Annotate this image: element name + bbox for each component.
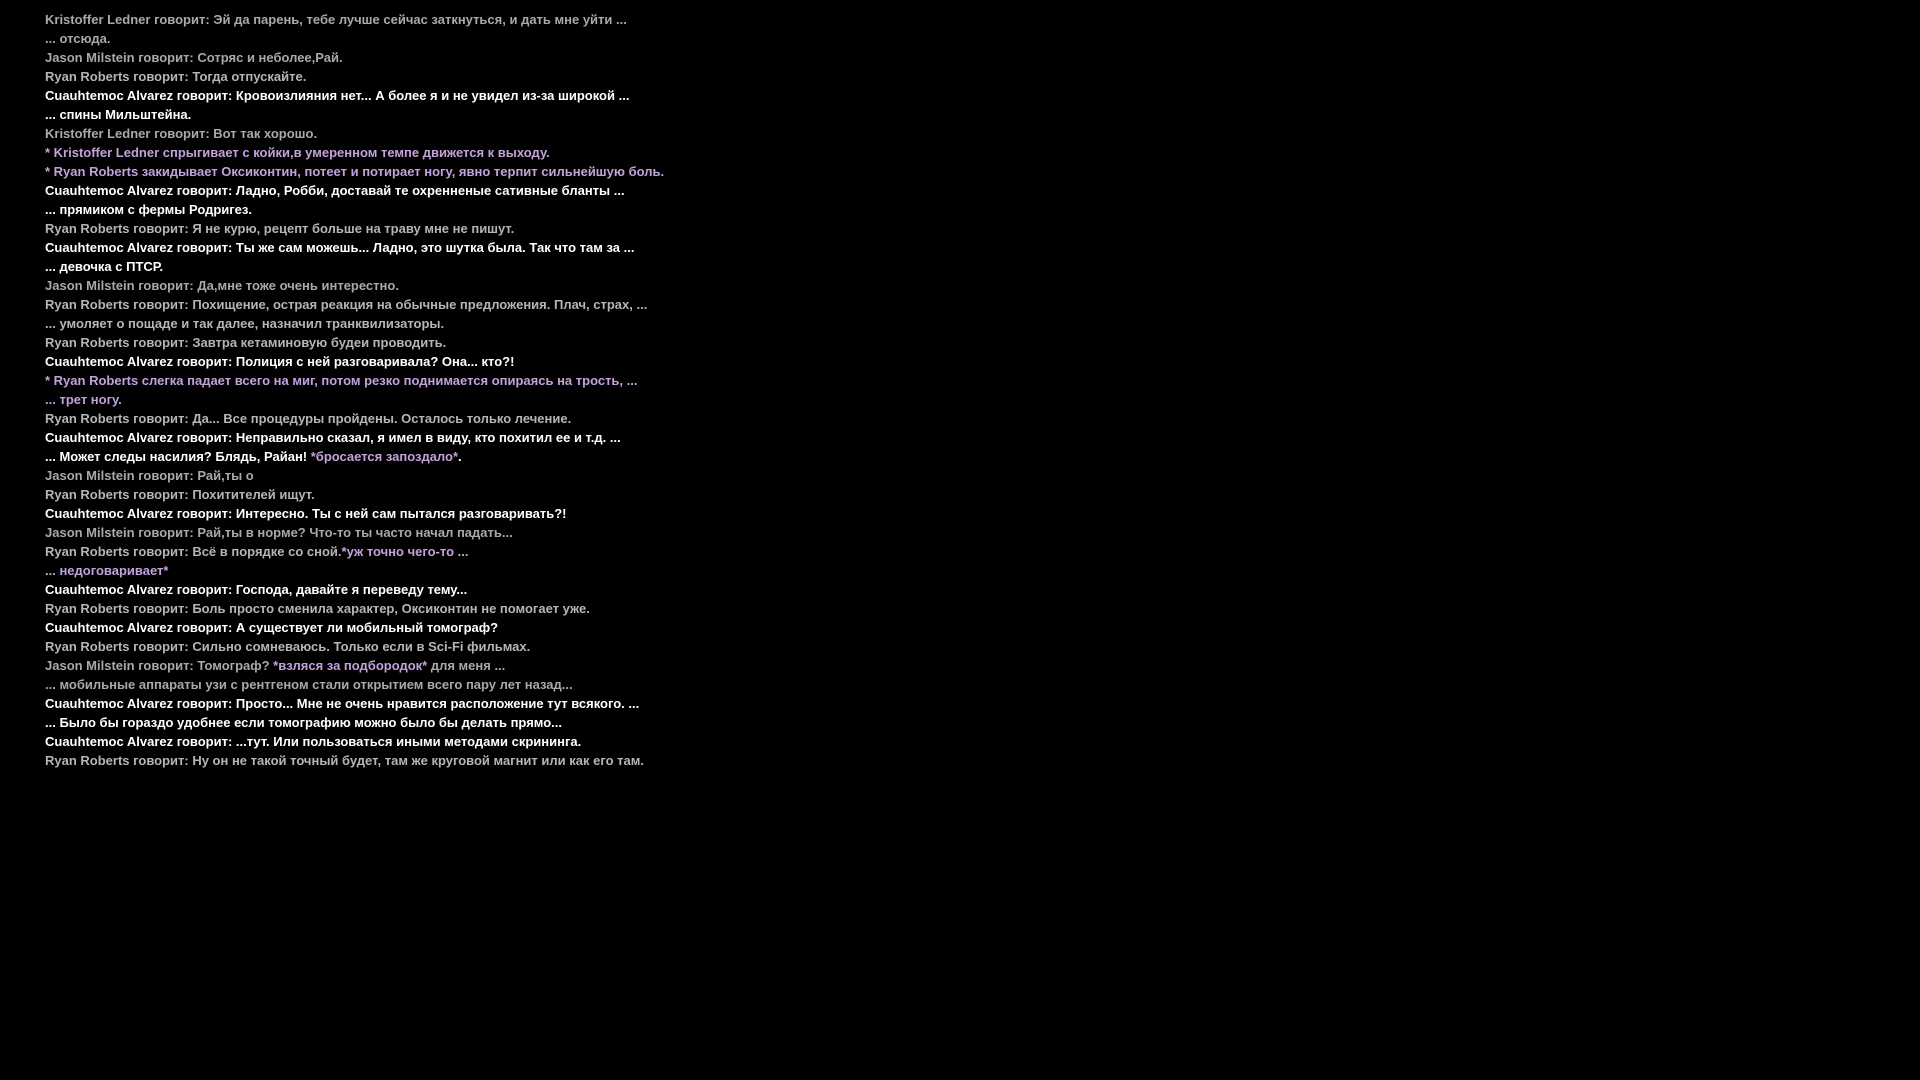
chat-line [45, 561, 1845, 580]
chat-line [45, 48, 1845, 67]
chat-line [45, 181, 1845, 200]
chat-message-text: Ryan Roberts говорит: Всё в порядке со сной. [45, 544, 342, 559]
chat-action-text: *бросается запоздало* [310, 449, 459, 464]
chat-line [45, 162, 1845, 181]
chat-line [45, 295, 1845, 314]
chat-line [45, 200, 1845, 219]
chat-message-text: Cuauhtemoc Alvarez говорит: Неправильно сказал, я имел в виду, кто похитил ее и т.д. ... [45, 430, 621, 445]
chat-message-text: Kristoffer Ledner говорит: Эй да парень, тебе лучше сейчас заткнуться, и дать мне уйти ... [45, 12, 627, 27]
chat-line [45, 124, 1845, 143]
chat-line [45, 542, 1845, 561]
chat-line [45, 428, 1845, 447]
chat-message-text: Ryan Roberts говорит: Похитителей ищут. [45, 487, 315, 502]
chat-message-text: Cuauhtemoc Alvarez говорит: Ладно, Робби, доставай те охренненые сативные бланты ... [45, 183, 625, 198]
chat-line [45, 504, 1845, 523]
chat-message-text: Cuauhtemoc Alvarez говорит: Ты же сам можешь... Ладно, это шутка была. Так что там за ... [45, 240, 635, 255]
chat-line [45, 656, 1845, 675]
chat-message-text: Cuauhtemoc Alvarez говорит: А существует ли мобильный томограф? [45, 620, 499, 635]
chat-line [45, 637, 1845, 656]
chat-action-text: * Ryan Roberts закидывает Оксиконтин, потеет и потирает ногу, явно терпит сильнейшую боль. [45, 164, 665, 179]
chat-message-text: для меня ... [427, 658, 506, 673]
chat-message-text: Ryan Roberts говорит: Ну он не такой точный будет, там же круговой магнит или как его там. [45, 753, 644, 768]
chat-line [45, 732, 1845, 751]
chat-message-text: Ryan Roberts говорит: Боль просто сменила характер, Оксиконтин не помогает уже. [45, 601, 590, 616]
chat-message-text: ... [45, 563, 60, 578]
chat-line [45, 618, 1845, 637]
chat-message-text: ... умоляет о пощаде и так далее, назначил транквилизаторы. [45, 316, 445, 331]
chat-message-text: Cuauhtemoc Alvarez говорит: Полиция с ней разговаривала? Она... кто?! [45, 354, 515, 369]
chat-line [45, 523, 1845, 542]
chat-action-text: * Ryan Roberts слегка падает всего на миг, потом резко поднимается опираясь на трость, ... [45, 373, 638, 388]
chat-line [45, 409, 1845, 428]
chat-message-text: Ryan Roberts говорит: Сильно сомневаюсь. Только если в Sci-Fi фильмах. [45, 639, 531, 654]
chat-line [45, 219, 1845, 238]
chat-line [45, 352, 1845, 371]
chat-action-text: * Kristoffer Ledner спрыгивает с койки,в умеренном темпе движется к выходу. [45, 145, 550, 160]
chat-line [45, 10, 1845, 29]
chat-message-text: Ryan Roberts говорит: Я не курю, рецепт больше на траву мне не пишут. [45, 221, 515, 236]
chat-message-text: Cuauhtemoc Alvarez говорит: ...тут. Или пользоваться иными методами скрининга. [45, 734, 582, 749]
chat-action-text: *взляся за подбородок* [273, 658, 428, 673]
chat-line [45, 751, 1845, 770]
chat-message-text: ... девочка с ПТСР. [45, 259, 164, 274]
chat-message-text: ... спины Мильштейна. [45, 107, 192, 122]
chat-line [45, 276, 1845, 295]
chat-line [45, 29, 1845, 48]
chat-message-text: ... [454, 544, 469, 559]
chat-line [45, 466, 1845, 485]
chat-message-text: Cuauhtemoc Alvarez говорит: Кровоизлияния нет... А более я и не увидел из-за широкой ... [45, 88, 630, 103]
chat-message-text: Kristoffer Ledner говорит: Вот так хорошо. [45, 126, 318, 141]
chat-line [45, 257, 1845, 276]
chat-message-text: Cuauhtemoc Alvarez говорит: Господа, давайте я переведу тему... [45, 582, 468, 597]
chat-line [45, 67, 1845, 86]
chat-message-text: Jason Milstein говорит: Рай,ты о [45, 468, 254, 483]
chat-message-text: ... прямиком с фермы Родригез. [45, 202, 252, 217]
chat-message-text: ... отсюда. [45, 31, 111, 46]
chat-line [45, 599, 1845, 618]
chat-action-text: недоговаривает* [59, 563, 169, 578]
chat-line [45, 447, 1845, 466]
chat-line [45, 675, 1845, 694]
chat-message-text: Cuauhtemoc Alvarez говорит: Интересно. Ты с ней сам пытался разговаривать?! [45, 506, 567, 521]
chat-message-text: ... мобильные аппараты узи с рентгеном стали открытием всего пару лет назад... [45, 677, 573, 692]
chat-message-text: ... Было бы гораздо удобнее если томографию можно было бы делать прямо... [45, 715, 562, 730]
chat-message-text: Jason Milstein говорит: Сотряс и неболее,Рай. [45, 50, 343, 65]
chat-message-text: Jason Milstein говорит: Да,мне тоже очень интерестно. [45, 278, 399, 293]
chat-log [45, 10, 1845, 770]
chat-message-text: Jason Milstein говорит: Рай,ты в норме? Что-то ты часто начал падать... [45, 525, 513, 540]
chat-line [45, 238, 1845, 257]
chat-line [45, 314, 1845, 333]
chat-line [45, 86, 1845, 105]
chat-message-text: Ryan Roberts говорит: Похищение, острая реакция на обычные предложения. Плач, страх, ... [45, 297, 648, 312]
chat-message-text: Ryan Roberts говорит: Завтра кетаминовую будеи проводить. [45, 335, 447, 350]
chat-line [45, 333, 1845, 352]
chat-line [45, 485, 1845, 504]
chat-line [45, 143, 1845, 162]
chat-line [45, 694, 1845, 713]
chat-line [45, 390, 1845, 409]
chat-line [45, 371, 1845, 390]
chat-message-text: Ryan Roberts говорит: Да... Все процедуры пройдены. Осталось только лечение. [45, 411, 572, 426]
chat-message-text: . [458, 449, 462, 464]
chat-action-text: ... трет ногу. [45, 392, 122, 407]
chat-line [45, 580, 1845, 599]
chat-line [45, 105, 1845, 124]
chat-message-text: ... Может следы насилия? Блядь, Райан! [45, 449, 311, 464]
chat-message-text: Jason Milstein говорит: Томограф? [45, 658, 274, 673]
chat-message-text: Cuauhtemoc Alvarez говорит: Просто... Мне не очень нравится расположение тут всякого. ... [45, 696, 640, 711]
chat-line [45, 713, 1845, 732]
chat-action-text: *уж точно чего-то [341, 544, 455, 559]
chat-message-text: Ryan Roberts говорит: Тогда отпускайте. [45, 69, 307, 84]
